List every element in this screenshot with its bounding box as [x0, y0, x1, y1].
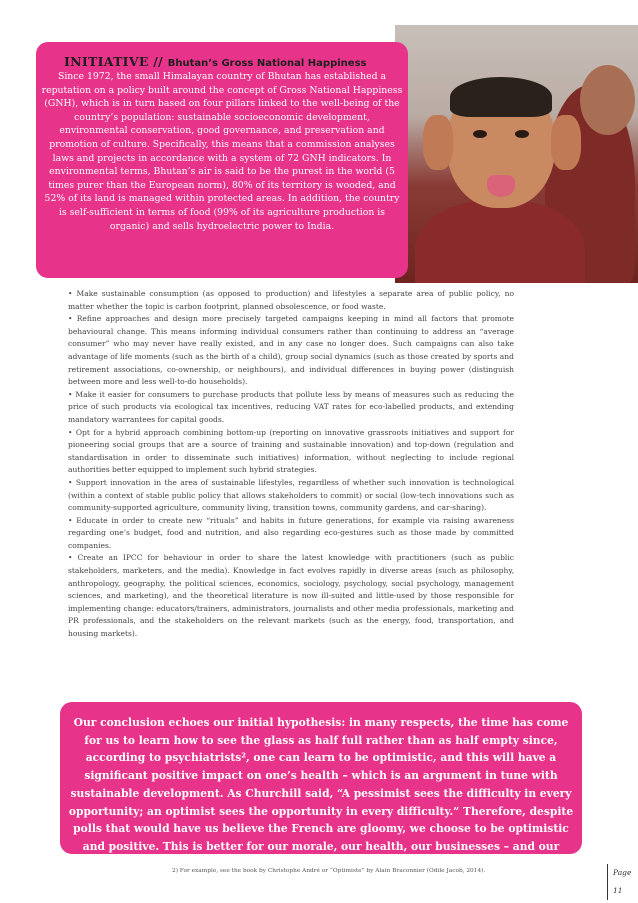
monk-child-photo — [395, 25, 638, 283]
red-robe — [415, 200, 585, 283]
page-number: Page 11 — [607, 864, 638, 900]
tongue — [487, 175, 515, 197]
list-item: • Make sustainable consumption (as opposed to production) and lifestyles a separate area of public policy, no matter whether the topic is carbon footprint, planned obsolescence, or food waste. — [68, 289, 514, 311]
initiative-body: Since 1972, the small Himalayan country of Bhutan has established a reputation on a policy built around the concept of Gross National Happiness (GNH), which is in turn based on four pillars linked to the well-being of the country’s population: sustainable socioeconomic development, environmental conservation, good governance, and preservation and promotion of culture. Specifically, this means that a commission analyses laws and projects in accordance with a system of 72 GNH indicators. In environmental terms, Bhutan’s air is said to be the purest in the world (5 times purer than the European norm), 80% of its territory is wooded, and 52% of its land is managed within protected areas. In addition, the country is self-sufficient in terms of food (99% of its agriculture production is organic) and sells hydroelectric power to India. — [41, 71, 403, 232]
footnote: 2) For example, see the book by Christophe André or “Optimiste” by Alain Braconnier (Odile Jacob, 2014). — [172, 868, 486, 874]
right-hand — [551, 115, 581, 170]
left-eye — [473, 130, 487, 138]
conclusion-text: Our conclusion echoes our initial hypothesis: in many respects, the time has come for us to learn how to see the glass as half full rather than as half empty since, according to psychiatrists², one can learn to be optimistic, and this will have a significant positive impact on one’s health – which is an argument in tune with sustainable development. As Churchill said, “A pessimist sees the difficulty in every opportunity; an optimist sees the opportunity in every difficulty.” Therefore, despite polls that would have us believe the French are gloomy, we choose to be optimistic and positive. This is better for our morale, our health, our businesses – and our planet. — [68, 716, 574, 871]
child-hair — [450, 77, 552, 117]
list-item: • Make it easier for consumers to purchase products that pollute less by means of measures such as reducing the price of such products via ecological tax incentives, reducing VAT rates for eco-labelled products, and extending mandatory warrantees for capital goods. — [68, 389, 514, 424]
initiative-title — [64, 54, 404, 69]
list-item: • Refine approaches and design more precisely targeted campaigns keeping in mind all factors that promote behavioural change. This means informing individual consumers rather than continuing to address an “average consumer” who may never have really existed, and in any case no longer does. Such campaigns can also take advantage of life moments (such as the birth of a child), group social dynamics (such as those created by sports and retirement associations, co-ownership, or neighbours), and individual differences in buying power (distinguish between more and less well-to-do households). — [68, 314, 514, 387]
left-hand — [423, 115, 453, 170]
list-item: • Educate in order to create new “rituals” and habits in future generations, for example via raising awareness regarding one’s budget, food and nutrition, and also regarding eco-gestures such as those made by committed companies. — [68, 515, 514, 550]
background-face — [580, 65, 635, 135]
list-item: • Create an IPCC for behaviour in order to share the latest knowledge with practitioners (such as public stakeholders, marketers, and the media). Knowledge in fact evolves rapidly in diverse areas (such as philosophy, anthropology, geography, the political sciences, economics, sociology, psychology, social psychology, management sciences, and marketing), and the theoretical literature is now ill-suited and little-used by those responsible for implementing change: educators/trainers, administrators, journalists and other media professionals, marketing and PR professionals, and the stakeholders on the relevant markets (such as the energy, food, transportation, and housing markets). — [68, 553, 514, 639]
list-item: • Support innovation in the area of sustainable lifestyles, regardless of whether such innovation is technological (within a context of stable public policy that allows stakeholders to commit) or social (low-tech innovations such as community-supported agriculture, community living, transition towns, community gardens, and car-sharing). — [68, 477, 514, 513]
list-item: • Opt for a hybrid approach combining bottom-up (reporting on innovative grassroots initiatives and support for pioneering social groups that are a source of training and sustainable innovation) and top-down (regulation and standardisation in order to disseminate such initiatives) information, without neglecting to include regional authorities better equipped to implement such hybrid strategies. — [68, 427, 514, 475]
recommendations-list — [68, 288, 514, 641]
initiative-title-sub: Bhutan’s Gross National Happiness — [167, 58, 367, 69]
initiative-title-lead: INITIATIVE // — [64, 54, 168, 69]
right-eye — [515, 130, 529, 138]
